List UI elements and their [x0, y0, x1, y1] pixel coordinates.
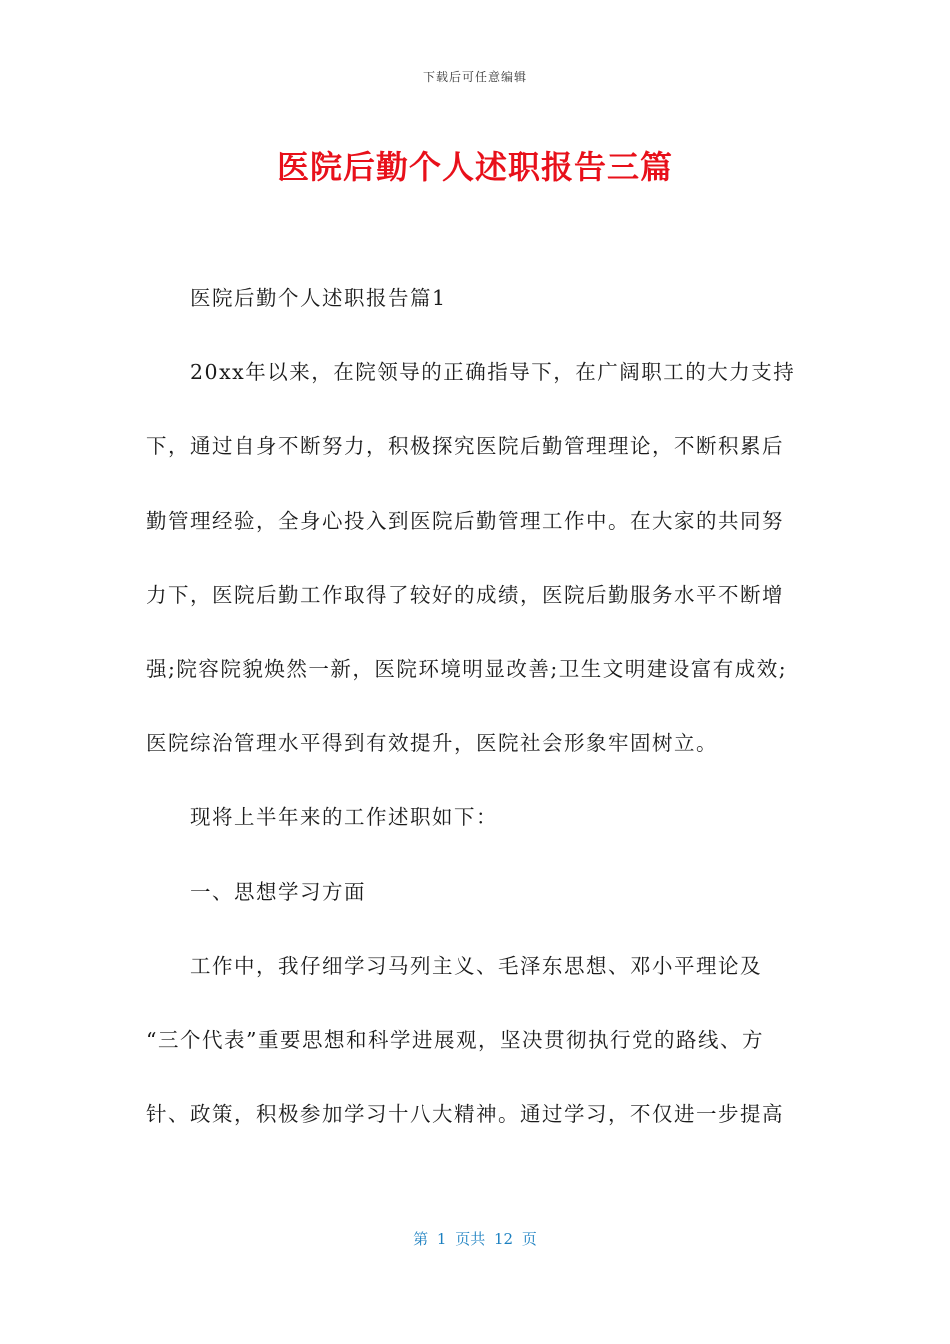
footer-page-prefix: 第 — [413, 1230, 429, 1248]
paragraph-line: 医院后勤个人述职报告篇1 — [190, 286, 447, 310]
paragraph-line: 一、思想学习方面 — [190, 879, 366, 904]
document-title: 医院后勤个人述职报告三篇 — [276, 148, 673, 186]
paragraph-line: 医院综治管理水平得到有效提升，医院社会形象牢固树立。 — [146, 731, 718, 756]
paragraph-line: 针、政策，积极参加学习十八大精神。通过学习，不仅进一步提高 — [146, 1102, 784, 1127]
footer-page-mid: 页共 — [455, 1230, 486, 1248]
paragraph-line: 工作中，我仔细学习马列主义、毛泽东思想、邓小平理论及 — [190, 953, 762, 978]
paragraph-line: “三个代表”重要思想和科学进展观，坚决贯彻执行党的路线、方 — [146, 1027, 764, 1052]
paragraph-line: 现将上半年来的工作述职如下： — [190, 805, 498, 830]
document-body — [146, 278, 806, 1168]
paragraph-line: 勤管理经验，全身心投入到医院后勤管理工作中。在大家的共同努 — [146, 508, 784, 533]
footer-page-total: 12 — [494, 1230, 514, 1248]
header-note: 下载后可任意编辑 — [422, 70, 527, 84]
paragraph-line: 力下，医院后勤工作取得了较好的成绩，医院后勤服务水平不断增 — [146, 582, 784, 607]
paragraph-line: 下，通过自身不断努力，积极探究医院后勤管理理论，不断积累后 — [146, 434, 784, 459]
footer-page-suffix: 页 — [521, 1230, 537, 1248]
paragraph-line: 20xx年以来，在院领导的正确指导下，在广阔职工的大力支持 — [190, 360, 796, 385]
paragraph-line: 强;院容院貌焕然一新，医院环境明显改善;卫生文明建设富有成效; — [146, 656, 788, 681]
page-footer — [0, 1228, 950, 1249]
footer-page-number: 1 — [436, 1230, 447, 1248]
